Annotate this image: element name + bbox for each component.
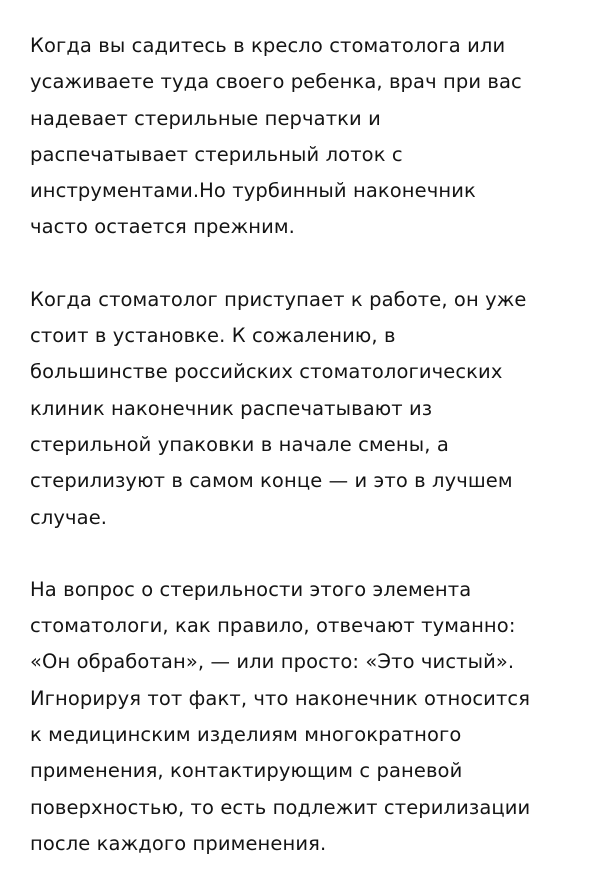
text-line: надевает стерильные перчатки и (30, 106, 381, 130)
text-line: стерилизуют в самом конце — и это в лучшем (30, 469, 513, 493)
text-line: Игнорируя тот факт, что наконечник относится (30, 686, 531, 710)
text-line: Когда стоматолог приступает к работе, он уже (30, 287, 527, 311)
paragraph-1 (30, 28, 590, 246)
paragraph-spacer (30, 246, 590, 282)
text-line: стоматологи, как правило, отвечают туманно: (30, 614, 516, 638)
paragraph-3 (30, 572, 590, 862)
text-line: случае. (30, 505, 108, 529)
text-line: применения, контактирующим с раневой (30, 759, 463, 783)
text-line: «Он обработан», — или просто: «Это чистый». (30, 650, 515, 674)
text-line: после каждого применения. (30, 831, 327, 855)
paragraph-spacer (30, 536, 590, 572)
text-line: инструментами.Но турбинный наконечник (30, 179, 476, 203)
text-line: стоит в установке. К сожалению, в (30, 324, 396, 348)
paragraph-2 (30, 282, 590, 536)
text-line: стерильной упаковки в начале смены, а (30, 432, 449, 456)
text-line: распечатывает стерильный лоток с (30, 142, 403, 166)
text-line: часто остается прежним. (30, 215, 295, 239)
article-body (30, 28, 590, 862)
text-line: Когда вы садитесь в кресло стоматолога или (30, 34, 506, 57)
text-line: усаживаете туда своего ребенка, врач при вас (30, 70, 522, 94)
text-line: большинстве российских стоматологических (30, 360, 503, 384)
text-line: На вопрос о стерильности этого элемента (30, 577, 472, 601)
text-line: клиник наконечник распечатывают из (30, 396, 433, 420)
text-line: к медицинским изделиям многократного (30, 723, 462, 747)
text-line: поверхностью, то есть подлежит стерилизации (30, 795, 531, 819)
